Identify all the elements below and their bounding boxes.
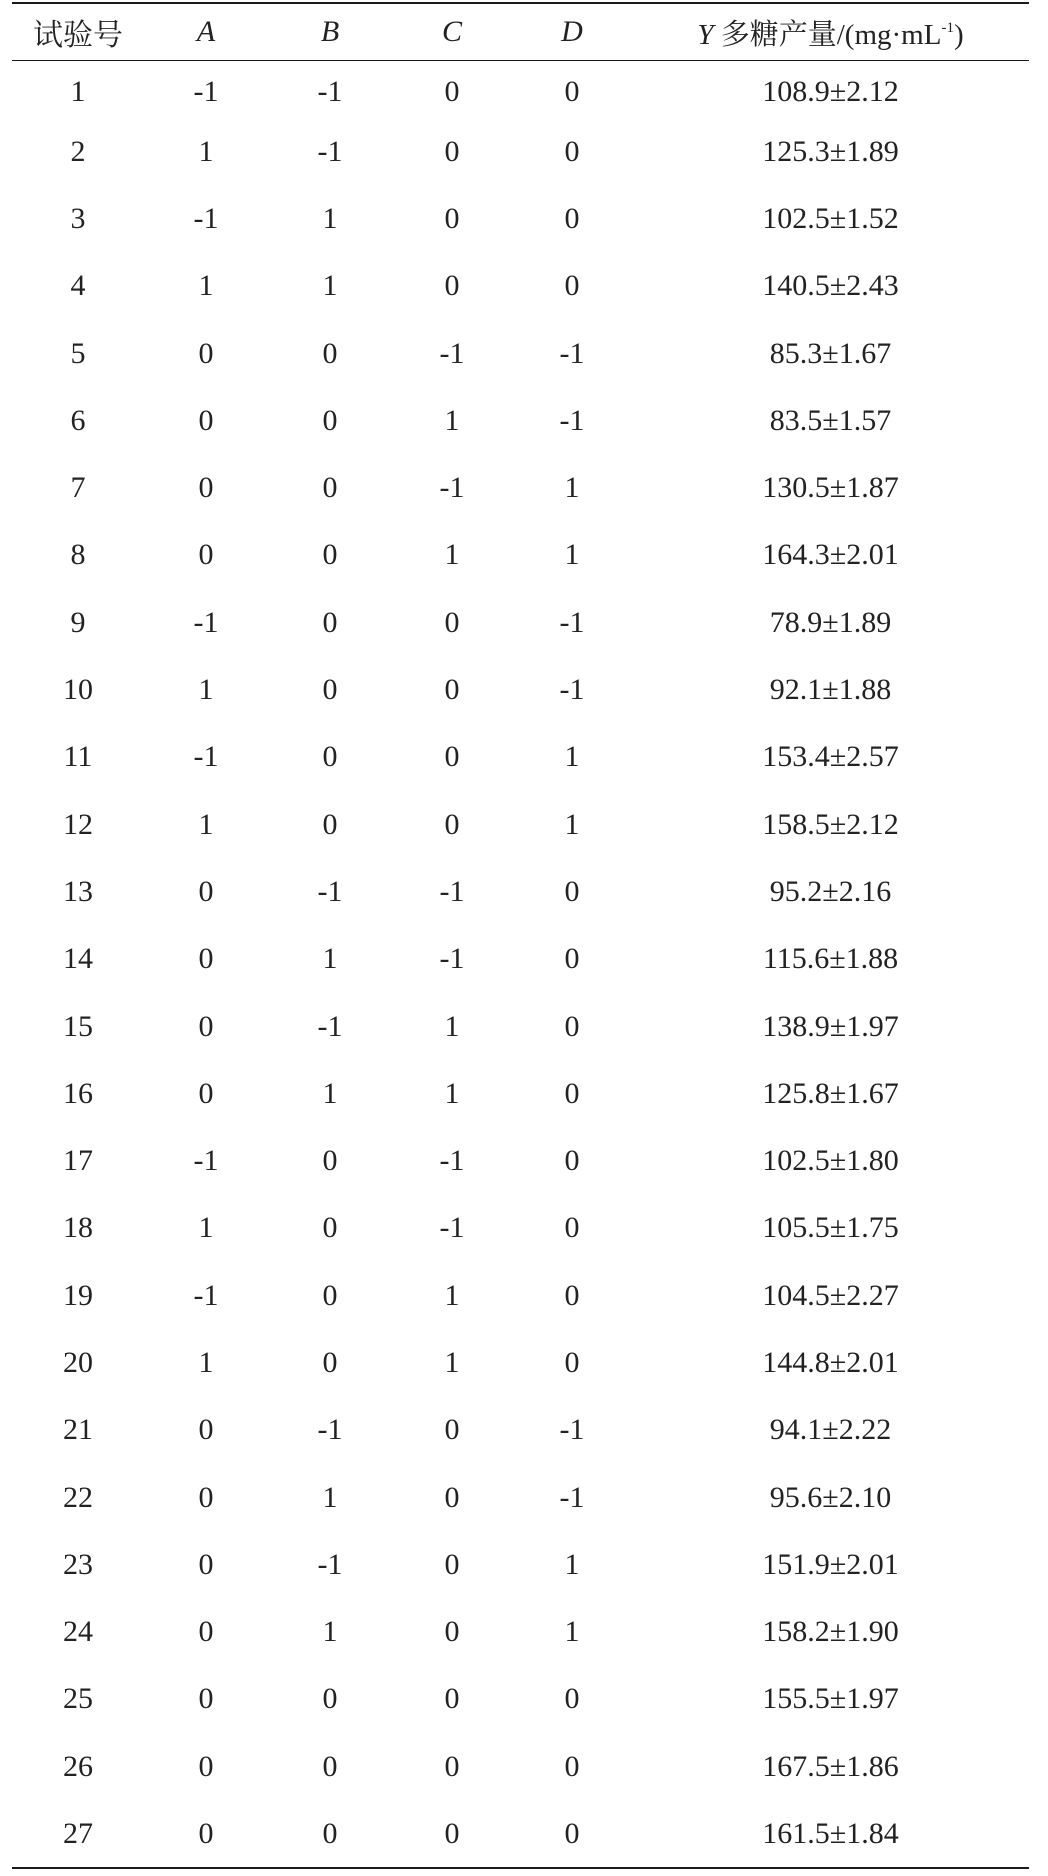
cell-factor-b: 1 — [322, 201, 338, 235]
cell-yield: 92.1±1.88 — [769, 673, 892, 707]
cell-yield: 85.3±1.67 — [769, 336, 892, 370]
cell-factor-d: 1 — [564, 538, 580, 572]
cell-factor-d: 0 — [564, 75, 580, 108]
cell-factor-c: 0 — [444, 269, 460, 303]
cell-factor-d: -1 — [559, 673, 585, 707]
cell-factor-b: 0 — [322, 403, 338, 437]
cell-factor-c: 0 — [444, 740, 460, 774]
header-factor-d: D — [561, 15, 583, 48]
header-y-exponent: -1 — [941, 19, 954, 36]
cell-factor-c: -1 — [439, 1144, 465, 1178]
header-factor-a: A — [196, 15, 216, 48]
cell-factor-c: 0 — [444, 1615, 460, 1649]
cell-factor-a: 0 — [198, 1480, 214, 1514]
cell-factor-a: -1 — [193, 1144, 219, 1178]
cell-trial-number: 5 — [70, 336, 86, 370]
table-row — [12, 1329, 1029, 1396]
cell-factor-d: 0 — [564, 874, 580, 908]
cell-factor-a: 1 — [198, 807, 214, 841]
cell-factor-a: 0 — [198, 471, 214, 505]
cell-factor-d: 0 — [564, 269, 580, 303]
cell-yield: 94.1±2.22 — [769, 1413, 892, 1447]
cell-yield: 95.6±2.10 — [769, 1480, 892, 1514]
cell-factor-a: 1 — [198, 1345, 214, 1379]
cell-factor-a: 0 — [198, 1076, 214, 1110]
cell-yield: 78.9±1.89 — [769, 605, 892, 639]
cell-trial-number: 27 — [63, 1817, 93, 1851]
table-row — [12, 320, 1029, 387]
cell-factor-c: 0 — [444, 201, 460, 235]
cell-yield: 105.5±1.75 — [762, 1211, 899, 1245]
cell-factor-d: -1 — [559, 1413, 585, 1447]
table-row — [12, 522, 1029, 589]
header-trial-number: 试验号 — [33, 19, 123, 52]
table-row — [12, 656, 1029, 723]
cell-factor-b: -1 — [317, 1413, 343, 1447]
table-row — [12, 791, 1029, 858]
header-y-variable: Y — [697, 18, 714, 51]
cell-factor-a: 0 — [198, 1413, 214, 1447]
cell-factor-b: 1 — [322, 269, 338, 303]
table-row — [12, 926, 1029, 993]
cell-factor-a: 0 — [198, 1817, 214, 1851]
table-row — [12, 589, 1029, 656]
cell-factor-d: 0 — [564, 1345, 580, 1379]
cell-factor-b: 0 — [322, 673, 338, 707]
table-row — [12, 1531, 1029, 1598]
cell-factor-a: 1 — [198, 134, 214, 168]
cell-factor-a: 1 — [198, 1211, 214, 1245]
cell-factor-c: 0 — [444, 807, 460, 841]
cell-trial-number: 18 — [63, 1211, 93, 1245]
cell-factor-c: 1 — [444, 1278, 460, 1312]
cell-yield: 153.4±2.57 — [762, 740, 899, 774]
table-header-row — [12, 4, 1029, 60]
cell-yield: 164.3±2.01 — [762, 538, 899, 572]
cell-factor-b: 0 — [322, 807, 338, 841]
cell-yield: 155.5±1.97 — [762, 1682, 899, 1716]
header-y-close: ) — [953, 18, 964, 51]
cell-factor-d: -1 — [559, 1480, 585, 1514]
cell-factor-b: 0 — [322, 538, 338, 572]
cell-yield: 102.5±1.52 — [762, 201, 899, 235]
cell-factor-b: -1 — [317, 874, 343, 908]
cell-yield: 140.5±2.43 — [762, 269, 899, 303]
cell-factor-b: -1 — [317, 1009, 343, 1043]
table-row — [12, 858, 1029, 925]
cell-trial-number: 26 — [63, 1749, 93, 1783]
cell-factor-c: 0 — [444, 1749, 460, 1783]
cell-factor-a: 0 — [198, 1009, 214, 1043]
cell-factor-a: -1 — [193, 201, 219, 235]
cell-factor-b: 0 — [322, 336, 338, 370]
table-row — [12, 454, 1029, 521]
cell-trial-number: 8 — [70, 538, 86, 572]
cell-factor-d: 1 — [564, 1615, 580, 1649]
cell-factor-b: 1 — [322, 1480, 338, 1514]
cell-factor-c: 0 — [444, 605, 460, 639]
cell-trial-number: 13 — [63, 874, 93, 908]
cell-yield: 125.8±1.67 — [762, 1076, 899, 1110]
table-row — [12, 253, 1029, 320]
cell-trial-number: 25 — [63, 1682, 93, 1716]
cell-trial-number: 21 — [63, 1413, 93, 1447]
cell-factor-a: 0 — [198, 874, 214, 908]
cell-factor-c: 1 — [444, 1345, 460, 1379]
cell-trial-number: 22 — [63, 1480, 93, 1514]
cell-factor-d: 1 — [564, 740, 580, 774]
cell-trial-number: 19 — [63, 1278, 93, 1312]
table-row — [12, 1733, 1029, 1800]
cell-factor-d: 0 — [564, 1278, 580, 1312]
cell-trial-number: 4 — [70, 269, 86, 303]
cell-factor-b: 1 — [322, 1076, 338, 1110]
cell-trial-number: 23 — [63, 1547, 93, 1581]
header-factor-c: C — [441, 15, 462, 48]
table-row — [12, 1195, 1029, 1262]
cell-trial-number: 7 — [70, 471, 86, 505]
table-row — [12, 387, 1029, 454]
cell-yield: 104.5±2.27 — [762, 1278, 899, 1312]
cell-factor-c: 1 — [444, 403, 460, 437]
table-body — [12, 60, 1029, 1868]
cell-factor-d: 1 — [564, 471, 580, 505]
cell-trial-number: 3 — [70, 201, 86, 235]
cell-factor-d: 0 — [564, 942, 580, 976]
cell-factor-d: 0 — [564, 1211, 580, 1245]
cell-factor-c: 0 — [444, 1817, 460, 1851]
cell-trial-number: 16 — [63, 1076, 93, 1110]
cell-yield: 115.6±1.88 — [762, 942, 899, 976]
cell-factor-a: 0 — [198, 336, 214, 370]
cell-trial-number: 11 — [63, 740, 93, 774]
table-row — [12, 1800, 1029, 1867]
cell-factor-b: 0 — [322, 1211, 338, 1245]
cell-trial-number: 20 — [63, 1345, 93, 1379]
cell-factor-b: -1 — [317, 75, 343, 108]
cell-factor-d: 0 — [564, 1009, 580, 1043]
cell-factor-a: 0 — [198, 1547, 214, 1581]
cell-factor-c: 1 — [444, 1009, 460, 1043]
cell-factor-a: 0 — [198, 1682, 214, 1716]
cell-factor-b: 0 — [322, 1345, 338, 1379]
cell-factor-c: -1 — [439, 874, 465, 908]
cell-factor-b: 0 — [322, 1749, 338, 1783]
cell-factor-b: 0 — [322, 1817, 338, 1851]
cell-factor-d: 0 — [564, 134, 580, 168]
cell-factor-d: -1 — [559, 605, 585, 639]
cell-trial-number: 1 — [70, 75, 86, 108]
header-factor-b: B — [320, 15, 340, 48]
cell-factor-c: -1 — [439, 942, 465, 976]
header-polysaccharide-yield — [632, 4, 1029, 60]
cell-factor-a: -1 — [193, 605, 219, 639]
cell-factor-b: 0 — [322, 740, 338, 774]
cell-trial-number: 9 — [70, 605, 86, 639]
cell-factor-c: -1 — [439, 336, 465, 370]
cell-factor-c: 0 — [444, 1547, 460, 1581]
table-row — [12, 1060, 1029, 1127]
cell-factor-c: 0 — [444, 75, 460, 108]
table-row — [12, 118, 1029, 185]
cell-factor-d: 0 — [564, 1076, 580, 1110]
cell-factor-c: 1 — [444, 1076, 460, 1110]
cell-factor-d: -1 — [559, 336, 585, 370]
cell-yield: 158.5±2.12 — [762, 807, 899, 841]
cell-yield: 130.5±1.87 — [762, 471, 899, 505]
cell-trial-number: 6 — [70, 403, 86, 437]
cell-factor-a: 0 — [198, 538, 214, 572]
cell-yield: 151.9±2.01 — [762, 1547, 899, 1581]
cell-trial-number: 14 — [63, 942, 93, 976]
table-row — [12, 1666, 1029, 1733]
cell-factor-c: 0 — [444, 673, 460, 707]
cell-factor-c: 1 — [444, 538, 460, 572]
cell-factor-b: -1 — [317, 1547, 343, 1581]
cell-trial-number: 17 — [63, 1144, 93, 1178]
table-row — [12, 1397, 1029, 1464]
cell-factor-d: -1 — [559, 403, 585, 437]
cell-factor-b: -1 — [317, 134, 343, 168]
cell-factor-a: -1 — [193, 740, 219, 774]
cell-trial-number: 12 — [63, 807, 93, 841]
cell-factor-a: -1 — [193, 1278, 219, 1312]
cell-factor-a: -1 — [193, 75, 219, 108]
table-row — [12, 1262, 1029, 1329]
table-row — [12, 724, 1029, 791]
cell-trial-number: 10 — [63, 673, 93, 707]
cell-yield: 83.5±1.57 — [769, 403, 892, 437]
table-row — [12, 993, 1029, 1060]
cell-factor-b: 0 — [322, 1682, 338, 1716]
cell-yield: 108.9±2.12 — [762, 75, 899, 108]
cell-factor-d: 0 — [564, 1749, 580, 1783]
cell-factor-b: 0 — [322, 471, 338, 505]
cell-factor-a: 1 — [198, 269, 214, 303]
cell-factor-c: -1 — [439, 1211, 465, 1245]
cell-factor-b: 1 — [322, 1615, 338, 1649]
cell-yield: 158.2±1.90 — [762, 1615, 899, 1649]
cell-factor-a: 0 — [198, 942, 214, 976]
table-row — [12, 1127, 1029, 1194]
cell-factor-c: -1 — [439, 471, 465, 505]
cell-factor-a: 0 — [198, 1615, 214, 1649]
cell-factor-d: 0 — [564, 201, 580, 235]
table-row — [12, 1464, 1029, 1531]
cell-yield: 95.2±2.16 — [769, 874, 892, 908]
cell-factor-b: 0 — [322, 1144, 338, 1178]
cell-trial-number: 24 — [63, 1615, 93, 1649]
cell-yield: 125.3±1.89 — [762, 134, 899, 168]
cell-factor-c: 0 — [444, 134, 460, 168]
table-row — [12, 60, 1029, 118]
cell-factor-c: 0 — [444, 1480, 460, 1514]
cell-factor-c: 0 — [444, 1413, 460, 1447]
cell-factor-b: 0 — [322, 605, 338, 639]
cell-yield: 102.5±1.80 — [762, 1144, 899, 1178]
cell-factor-d: 0 — [564, 1144, 580, 1178]
table-row — [12, 1599, 1029, 1666]
cell-factor-d: 0 — [564, 1817, 580, 1851]
cell-yield: 167.5±1.86 — [762, 1749, 899, 1783]
cell-factor-b: 1 — [322, 942, 338, 976]
cell-factor-a: 1 — [198, 673, 214, 707]
cell-factor-d: 1 — [564, 1547, 580, 1581]
header-y-label: 多糖产量/(mg·mL — [720, 18, 942, 51]
experiment-results-table — [12, 4, 1029, 1868]
cell-yield: 138.9±1.97 — [762, 1009, 899, 1043]
cell-factor-a: 0 — [198, 403, 214, 437]
cell-factor-c: 0 — [444, 1682, 460, 1716]
cell-trial-number: 15 — [63, 1009, 93, 1043]
cell-factor-b: 0 — [322, 1278, 338, 1312]
cell-factor-d: 1 — [564, 807, 580, 841]
cell-trial-number: 2 — [70, 134, 86, 168]
cell-yield: 161.5±1.84 — [762, 1817, 899, 1851]
cell-yield: 144.8±2.01 — [762, 1345, 899, 1379]
table-row — [12, 185, 1029, 252]
cell-factor-d: 0 — [564, 1682, 580, 1716]
cell-factor-a: 0 — [198, 1749, 214, 1783]
